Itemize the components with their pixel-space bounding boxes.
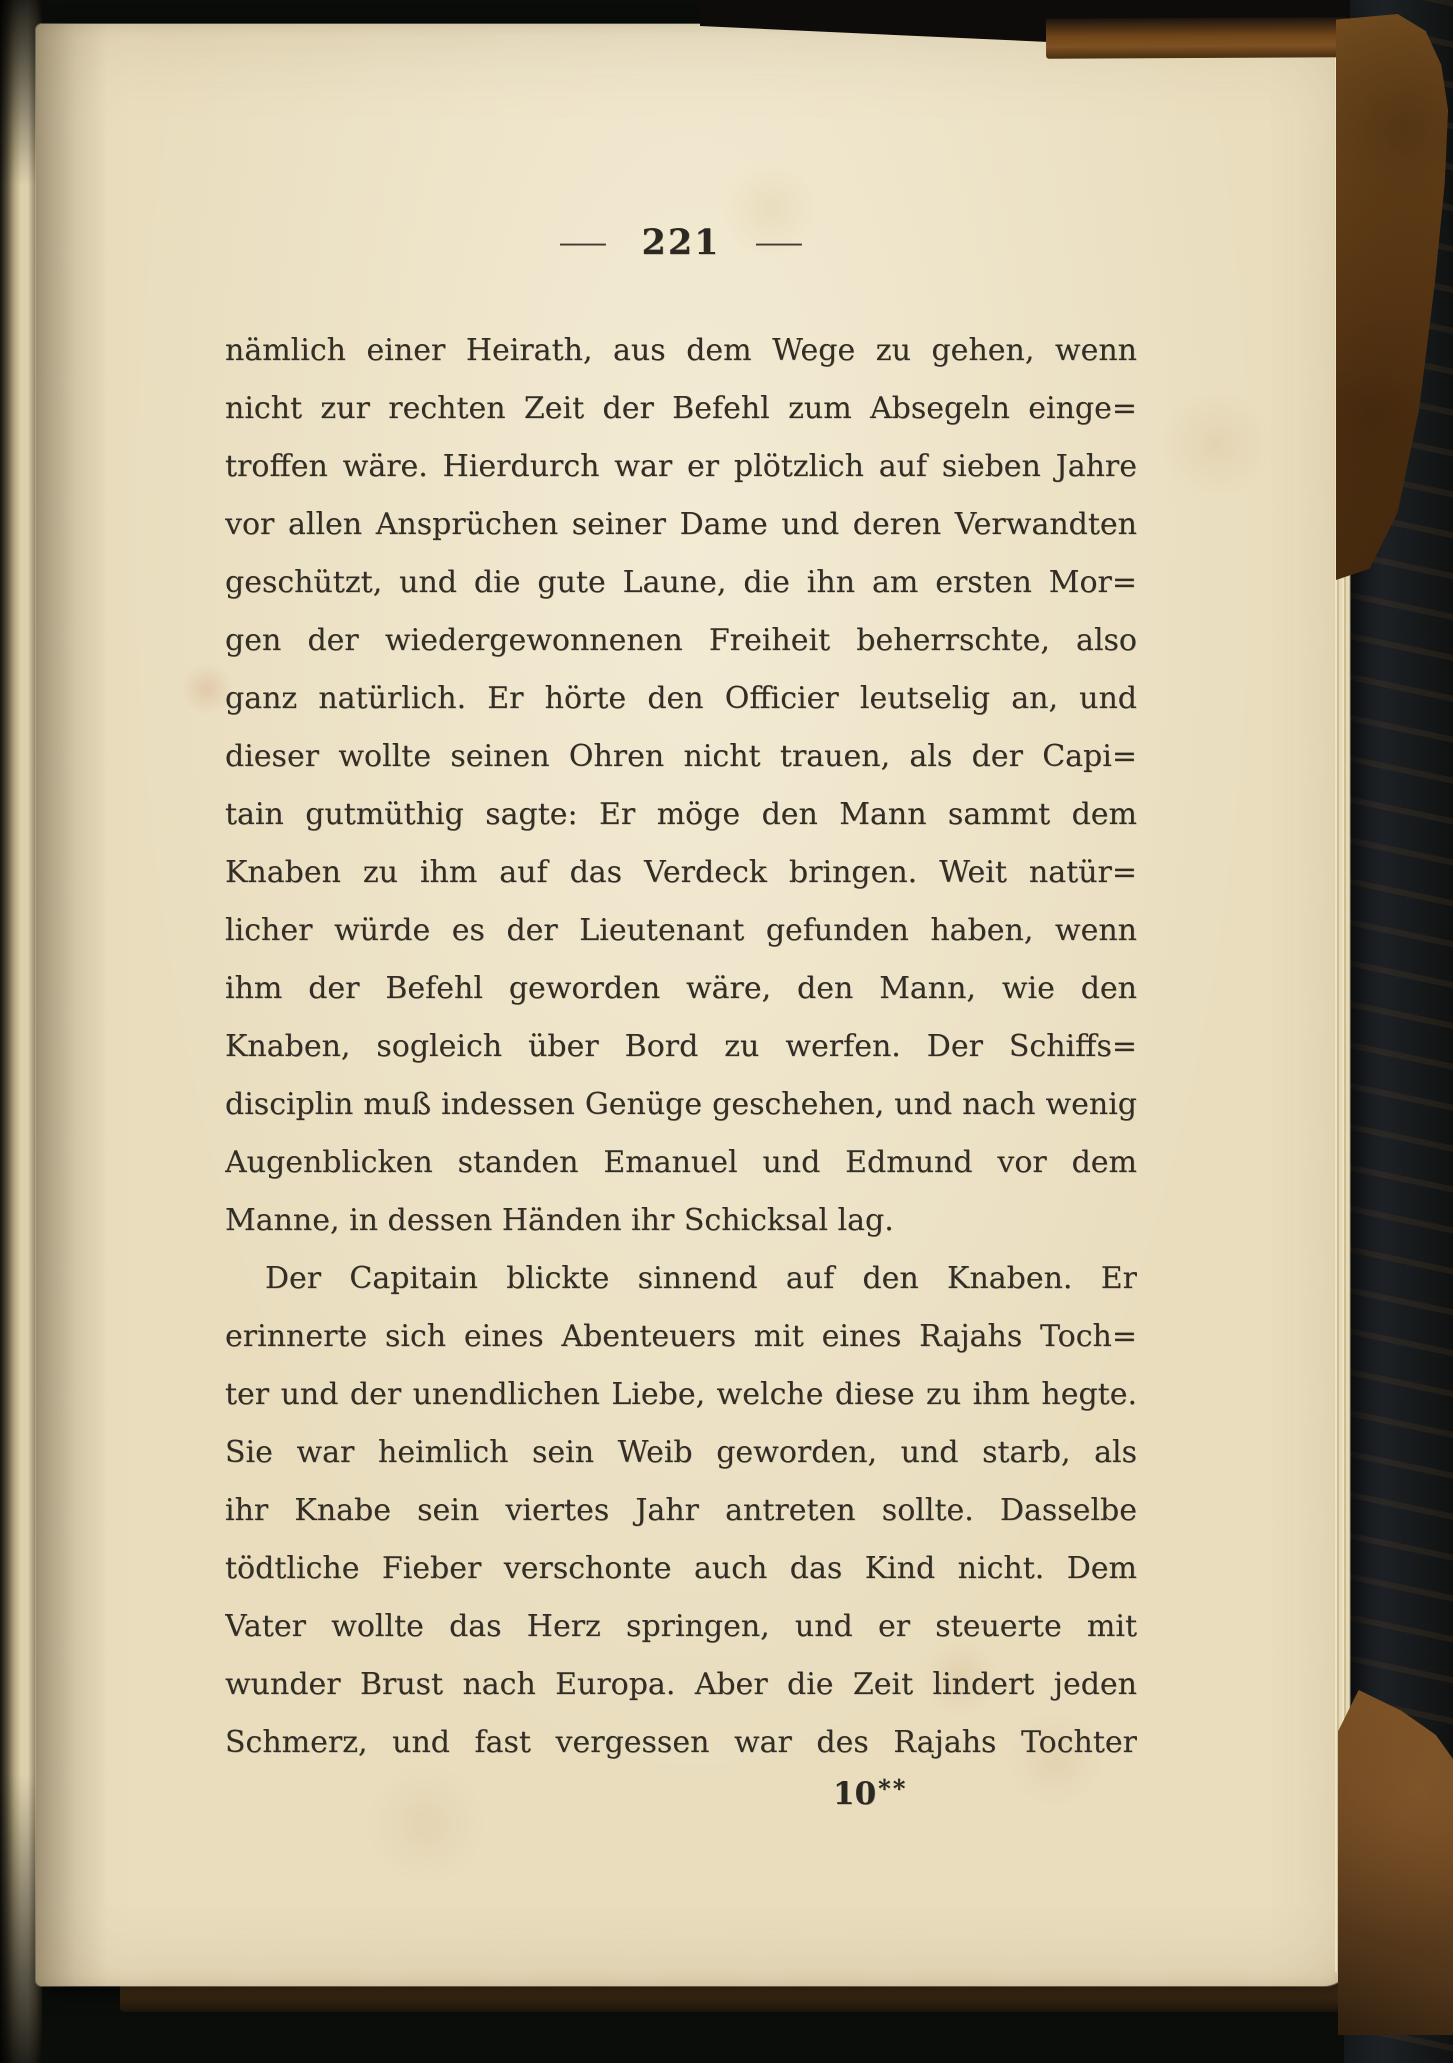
signature-number: 10 [833, 1776, 877, 1812]
text-line: troffen wäre. Hierdurch war er plötzlich auf sieben Jahre [225, 449, 1137, 484]
signature-mark [833, 1774, 907, 1812]
text-line: Augenblicken standen Emanuel und Edmund vor dem [225, 1145, 1137, 1180]
text-line: vor allen Ansprüchen seiner Dame und deren Verwandten [225, 507, 1137, 542]
text-line: ihr Knabe sein viertes Jahr antreten sollte. Dasselbe [225, 1493, 1137, 1528]
body-text [225, 322, 1137, 1772]
text-line: erinnerte sich eines Abenteuers mit eines Rajahs Toch= [225, 1319, 1137, 1354]
text-line: Schmerz, und fast vergessen war des Rajahs Tochter [225, 1725, 1137, 1760]
text-line: gen der wiedergewonnenen Freiheit beherrschte, also [225, 623, 1137, 658]
text-line: ter und der unendlichen Liebe, welche diese zu ihm hegte. [225, 1377, 1137, 1412]
text-line: ihm der Befehl geworden wäre, den Mann, wie den [225, 971, 1137, 1006]
text-line: licher würde es der Lieutenant gefunden haben, wenn [225, 913, 1137, 948]
text-line: Manne, in dessen Händen ihr Schicksal lag. [225, 1203, 894, 1238]
header-dash-right: — [753, 226, 804, 259]
header-dash-left: — [558, 226, 609, 259]
text-line: Knaben zu ihm auf das Verdeck bringen. Weit natür= [225, 855, 1137, 890]
book-cover-bottom-edge [120, 1982, 1420, 2012]
text-line: dieser wollte seinen Ohren nicht trauen, als der Capi= [225, 739, 1137, 774]
text-line: Der Capitain blickte sinnend auf den Knaben. Er [265, 1261, 1137, 1296]
leather-strip-top-right [1046, 17, 1348, 59]
book-page [36, 24, 1350, 1986]
text-line: Knaben, sogleich über Bord zu werfen. Der Schiffs= [225, 1029, 1137, 1064]
leather-corner-bottom-right [1338, 1690, 1453, 2035]
page-header [225, 222, 1137, 263]
text-line: nämlich einer Heirath, aus dem Wege zu gehen, wenn [225, 333, 1137, 368]
text-line: Vater wollte das Herz springen, und er steuerte mit [225, 1609, 1137, 1644]
text-line: ganz natürlich. Er hörte den Officier leutselig an, und [225, 681, 1137, 716]
text-line: disciplin muß indessen Genüge geschehen, und nach wenig [225, 1087, 1137, 1122]
text-line: wunder Brust nach Europa. Aber die Zeit lindert jeden [225, 1667, 1137, 1702]
text-line: tain gutmüthig sagte: Er möge den Mann sammt dem [225, 797, 1137, 832]
text-line: nicht zur rechten Zeit der Befehl zum Absegeln einge= [225, 391, 1137, 426]
signature-asterisks: ** [878, 1774, 908, 1803]
text-line: geschützt, und die gute Laune, die ihn am ersten Mor= [225, 565, 1137, 600]
page-number: 221 [641, 222, 721, 263]
text-line: tödtliche Fieber verschonte auch das Kind nicht. Dem [225, 1551, 1137, 1586]
text-line: Sie war heimlich sein Weib geworden, und starb, als [225, 1435, 1137, 1470]
